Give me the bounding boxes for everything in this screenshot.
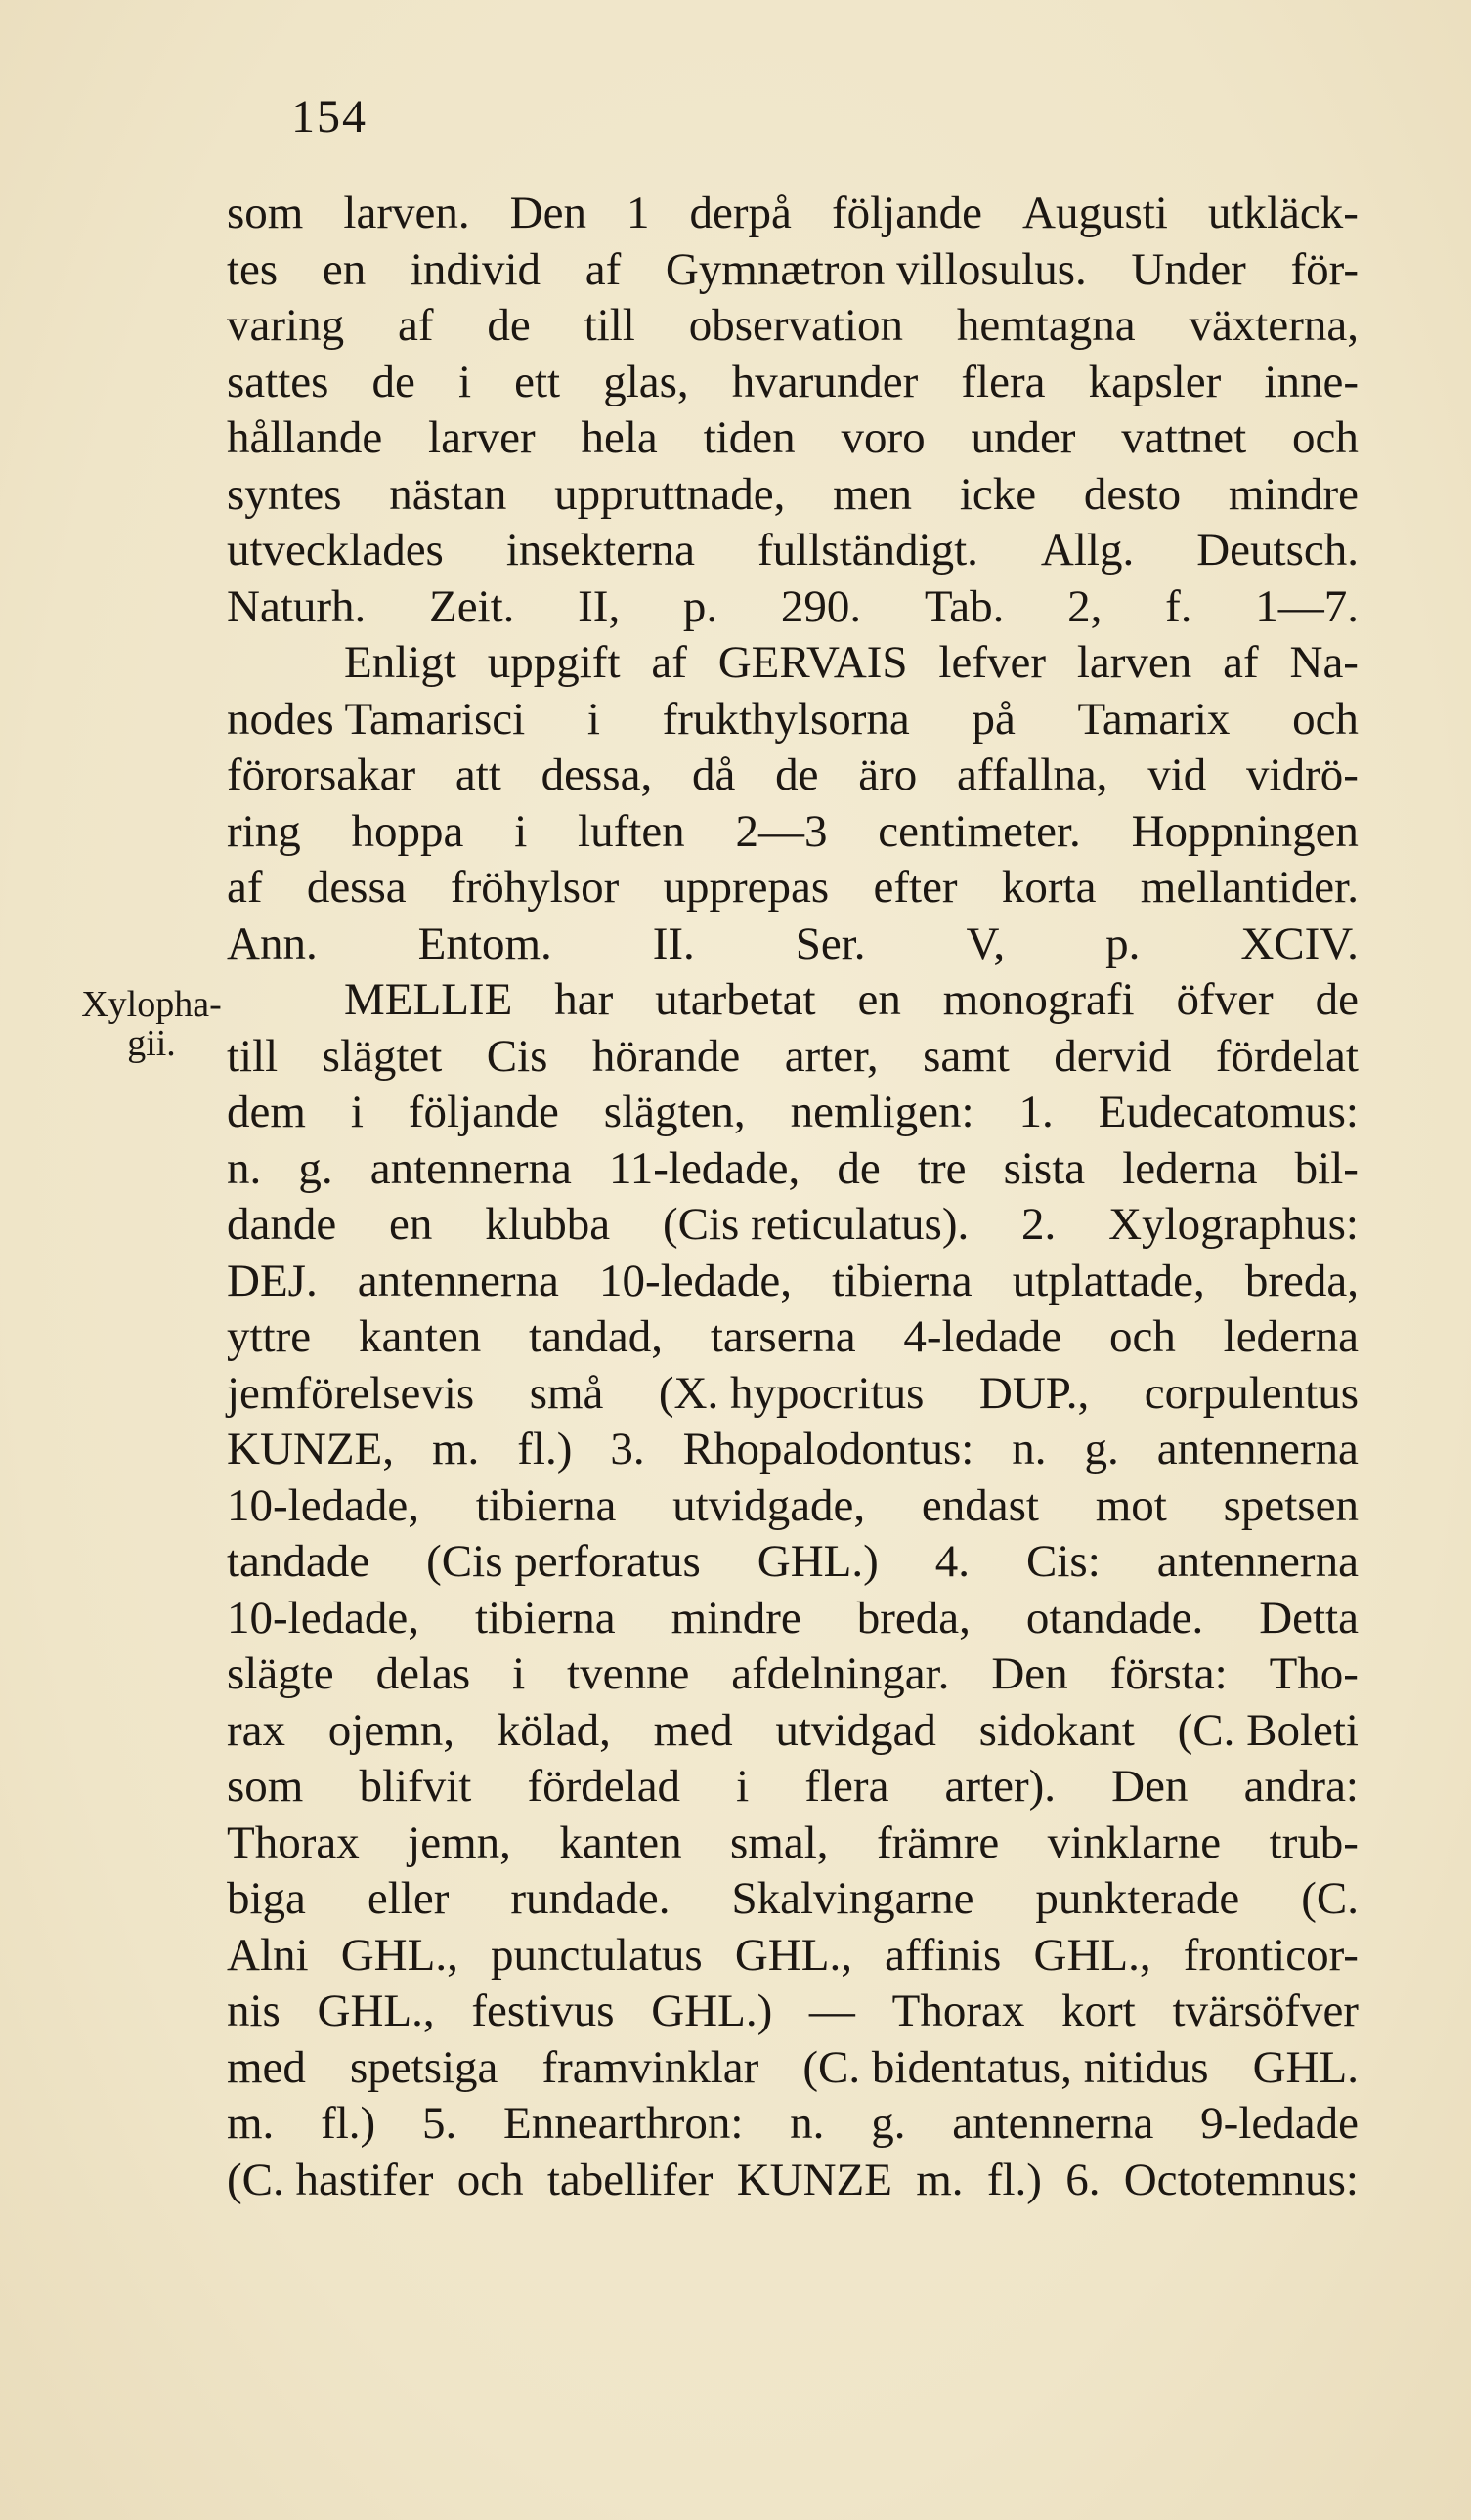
word: Augusti <box>1022 188 1168 238</box>
text-line <box>227 635 1359 692</box>
text-line <box>227 467 1359 524</box>
word: i <box>736 1761 750 1812</box>
word: växterna, <box>1189 300 1359 351</box>
word: g. <box>1084 1424 1119 1474</box>
word: utvidgade, <box>672 1479 866 1531</box>
word: larven. <box>343 188 470 238</box>
word: i <box>457 356 472 407</box>
word: öfver <box>1176 974 1274 1025</box>
word: hemtagna <box>956 300 1136 351</box>
word: g. <box>871 2098 906 2149</box>
word: följande <box>408 1087 559 1137</box>
text-line <box>227 2153 1359 2209</box>
word: hvarunder <box>731 356 919 407</box>
word: Ennearthron: <box>503 2098 744 2149</box>
word: i <box>512 1648 526 1699</box>
word: Thorax <box>891 1986 1025 2036</box>
word: 10-ledade, <box>227 1592 420 1644</box>
word: 3. <box>610 1424 645 1474</box>
word: de <box>1315 974 1359 1025</box>
text-line <box>227 1646 1359 1703</box>
word: larven <box>1076 637 1192 688</box>
word: Under <box>1131 243 1246 295</box>
word: en <box>857 974 901 1025</box>
text-line <box>227 804 1359 861</box>
text-line <box>227 242 1359 299</box>
word: smal, <box>730 1816 829 1868</box>
word: flera <box>804 1761 889 1812</box>
word: 1—7. <box>1255 580 1359 632</box>
word: GHL., <box>317 1986 435 2036</box>
word: nis <box>227 1986 281 2036</box>
word: tibierna <box>475 1479 617 1531</box>
margin-note-line: Xylopha- <box>81 984 222 1025</box>
word: n. <box>227 1142 262 1194</box>
word: ojemn, <box>327 1704 454 1756</box>
word: affinis <box>885 1929 1002 1981</box>
text-line <box>227 860 1359 917</box>
word: spetsiga <box>349 2041 498 2093</box>
word: vattnet <box>1121 412 1247 463</box>
word: centimeter. <box>878 805 1081 857</box>
word: förorsakar <box>227 749 416 800</box>
word: individ <box>410 243 541 295</box>
word: små <box>529 1367 604 1419</box>
word: nästan <box>389 468 507 520</box>
word: utkläck- <box>1207 188 1359 238</box>
word: 1 <box>627 188 650 238</box>
text-line <box>227 523 1359 579</box>
word: icke <box>959 468 1037 520</box>
word: Alni <box>227 1929 309 1981</box>
word: första: <box>1109 1648 1228 1699</box>
word: arter, <box>784 1030 879 1082</box>
text-line <box>227 692 1359 748</box>
word: observation <box>688 300 903 351</box>
word: Skalvingarne <box>731 1873 974 1924</box>
word: arter). <box>944 1761 1057 1812</box>
word: XCIV. <box>1240 918 1359 969</box>
word: mellantider. <box>1140 862 1359 913</box>
text-line <box>227 1591 1359 1647</box>
word: larver <box>428 412 536 463</box>
text-line <box>227 1141 1359 1198</box>
word: fördelad <box>527 1761 681 1812</box>
word: under <box>971 412 1076 463</box>
word: mindre <box>1228 468 1359 520</box>
text-line <box>227 355 1359 411</box>
word: antennerna <box>369 1142 572 1194</box>
word: sidokant <box>978 1704 1135 1756</box>
word: 1. <box>1018 1087 1054 1137</box>
text-line <box>227 1984 1359 2040</box>
word: GHL.) <box>651 1986 773 2036</box>
word: 2—3 <box>735 805 828 857</box>
word: kanten <box>358 1311 482 1362</box>
word: (C. bidentatus, nitidus <box>802 2041 1209 2093</box>
word: Tab. <box>924 580 1005 632</box>
word: V, <box>966 918 1006 969</box>
word: blifvit <box>359 1761 472 1812</box>
text-line <box>227 2040 1359 2097</box>
word: med <box>227 2041 306 2093</box>
word: festivus <box>471 1986 615 2036</box>
word: (Cis reticulatus). <box>662 1199 970 1250</box>
text-line <box>227 917 1359 973</box>
word: (C. hastifer <box>227 2154 434 2205</box>
word: att <box>454 749 501 800</box>
word: dessa <box>306 862 407 913</box>
word: fullständigt. <box>757 525 978 576</box>
word: insekterna <box>505 525 696 576</box>
word: (C. Boleti <box>1177 1704 1359 1756</box>
word: glas, <box>603 356 689 407</box>
word: och <box>456 2154 524 2205</box>
word: 10-ledade, <box>598 1255 793 1306</box>
word: Zeit. <box>428 580 515 632</box>
word: och <box>1292 693 1359 745</box>
word: II. <box>652 918 695 969</box>
word: 4-ledade <box>903 1311 1062 1362</box>
word: utvidgad <box>775 1704 936 1756</box>
word: af <box>227 862 263 913</box>
text-line <box>227 1478 1359 1535</box>
word: och <box>1292 412 1359 463</box>
text-line <box>227 2096 1359 2153</box>
word: 2, <box>1067 580 1103 632</box>
word: tibierna <box>475 1592 616 1644</box>
word: Detta <box>1259 1592 1359 1644</box>
word: Naturh. <box>227 580 367 632</box>
word: f. <box>1165 580 1192 632</box>
word: fronticor- <box>1183 1929 1359 1981</box>
word: korta <box>1001 862 1097 913</box>
text-line <box>227 1309 1359 1366</box>
word: GHL., <box>340 1929 458 1981</box>
margin-note-line: gii. <box>127 1023 176 1064</box>
word: punkterade <box>1035 1873 1240 1924</box>
word: vinklarne <box>1047 1816 1222 1868</box>
word: lederna <box>1223 1311 1359 1362</box>
word: p. <box>682 580 718 632</box>
word: ett <box>514 356 561 407</box>
word: antennerna <box>1156 1536 1359 1587</box>
word: 9-ledade <box>1200 2098 1359 2149</box>
text-line <box>227 1703 1359 1760</box>
text-line <box>227 579 1359 636</box>
word: fl.) <box>517 1424 573 1474</box>
text-line <box>227 1085 1359 1141</box>
word: dessa, <box>541 749 653 800</box>
word: dervid <box>1054 1030 1172 1082</box>
word: tarserna <box>710 1311 856 1362</box>
word: corpulentus <box>1144 1367 1359 1419</box>
word: i <box>514 805 528 857</box>
word: kort <box>1061 1986 1136 2036</box>
word: Tamarix <box>1077 693 1231 745</box>
word: tvärsöfver <box>1172 1986 1359 2036</box>
word: luften <box>578 805 685 857</box>
word: Octotemnus: <box>1123 2154 1359 2205</box>
body-text <box>227 186 1359 2208</box>
word: bil- <box>1294 1142 1359 1194</box>
text-line <box>227 1759 1359 1815</box>
word: ring <box>227 805 301 857</box>
word: GHL., <box>1033 1929 1151 1981</box>
word: inne- <box>1264 356 1359 407</box>
word: af <box>651 637 687 688</box>
word: som <box>227 188 304 238</box>
word: breda, <box>856 1592 971 1644</box>
word: 4. <box>934 1536 971 1587</box>
word: endast <box>921 1479 1039 1531</box>
word: klubba <box>485 1199 611 1250</box>
word: af <box>584 243 622 295</box>
word: m. <box>916 2154 964 2205</box>
word: monografi <box>942 974 1135 1025</box>
word: Den <box>991 1648 1068 1699</box>
word: m. <box>227 2098 275 2149</box>
word: dem <box>227 1087 306 1137</box>
word: tibierna <box>832 1255 973 1306</box>
word: delas <box>375 1648 471 1699</box>
word: de <box>371 356 415 407</box>
word: KUNZE <box>736 2154 892 2205</box>
text-line <box>227 1029 1359 1086</box>
text-line <box>227 186 1359 242</box>
word: antennerna <box>357 1255 559 1306</box>
word: DUP., <box>978 1367 1090 1419</box>
word: de <box>487 300 531 351</box>
word: utarbetat <box>655 974 816 1025</box>
word: tandade <box>227 1536 370 1587</box>
word: i <box>350 1087 364 1137</box>
word: 11-ledade, <box>608 1142 800 1194</box>
word: vidrö- <box>1246 749 1359 800</box>
word: utplattade, <box>1012 1255 1205 1306</box>
word: upprepas <box>663 862 830 913</box>
word: mindre <box>671 1592 801 1644</box>
word: n. <box>1012 1424 1047 1474</box>
word: kanten <box>559 1816 682 1868</box>
word: Allg. <box>1040 525 1135 576</box>
text-line <box>227 1928 1359 1985</box>
text-line <box>227 1871 1359 1928</box>
word: Deutsch. <box>1196 525 1359 576</box>
word: punctulatus <box>491 1929 703 1981</box>
word: Tho- <box>1269 1648 1359 1699</box>
word: utvecklades <box>227 525 444 576</box>
word: voro <box>841 412 926 463</box>
word: Enligt <box>344 637 456 688</box>
text-line <box>227 1534 1359 1591</box>
word: af <box>397 300 434 351</box>
word: GHL. <box>1252 2041 1359 2093</box>
text-line <box>227 972 1359 1029</box>
word: vid <box>1147 749 1207 800</box>
word: Den <box>509 188 586 238</box>
word: yttre <box>227 1311 312 1362</box>
word: Ser. <box>795 918 866 969</box>
word: en <box>322 243 367 295</box>
word: Entom. <box>417 918 552 969</box>
word: biga <box>227 1873 306 1924</box>
word: framvinklar <box>541 2041 759 2093</box>
word: efter <box>873 862 958 913</box>
word: Eudecatomus: <box>1098 1087 1359 1137</box>
word: (Cis perforatus <box>426 1536 701 1587</box>
word: slägte <box>227 1648 334 1699</box>
word: jemn, <box>408 1816 511 1868</box>
word: (C. <box>1301 1873 1359 1924</box>
word: samt <box>923 1030 1010 1082</box>
word: främre <box>876 1816 1000 1868</box>
word: dande <box>227 1199 337 1250</box>
word: frukthylsorna <box>662 693 910 745</box>
word: fl.) <box>986 2154 1042 2205</box>
word: äro <box>858 749 918 800</box>
word: breda, <box>1244 1255 1359 1306</box>
word: andra: <box>1243 1761 1359 1812</box>
text-line <box>227 1254 1359 1310</box>
word: en <box>389 1199 433 1250</box>
word: lefver <box>938 637 1047 688</box>
word: desto <box>1083 468 1182 520</box>
word: de <box>775 749 819 800</box>
word: trub- <box>1269 1816 1359 1868</box>
word: till <box>227 1030 279 1082</box>
word: rax <box>227 1704 286 1756</box>
word: 5. <box>422 2098 457 2149</box>
text-line <box>227 1422 1359 1478</box>
word: 10-ledade, <box>227 1479 420 1531</box>
word: antennerna <box>952 2098 1154 2149</box>
word: p. <box>1105 918 1141 969</box>
word: har <box>554 974 614 1025</box>
word: de <box>837 1142 881 1194</box>
word: Hoppningen <box>1131 805 1359 857</box>
word: derpå <box>689 188 792 238</box>
word: men <box>833 468 913 520</box>
word: af <box>1223 637 1259 688</box>
word: följande <box>831 188 982 238</box>
word: eller <box>367 1873 450 1924</box>
word: mot <box>1095 1479 1167 1531</box>
word: 290. <box>780 580 862 632</box>
word: otandade. <box>1025 1592 1204 1644</box>
word: och <box>1108 1311 1176 1362</box>
word: KUNZE, <box>227 1424 394 1474</box>
word: Thorax <box>227 1816 360 1868</box>
word: med <box>653 1704 733 1756</box>
word: lederna <box>1122 1142 1258 1194</box>
word: sattes <box>227 356 329 407</box>
word: nemligen: <box>790 1087 974 1137</box>
word: fördelat <box>1215 1030 1359 1082</box>
text-line <box>227 1366 1359 1423</box>
word: affallna, <box>957 749 1108 800</box>
word: rundade. <box>510 1873 671 1924</box>
word: 6. <box>1065 2154 1101 2205</box>
word: m. <box>431 1424 480 1474</box>
word: Na- <box>1289 637 1359 688</box>
word: tes <box>227 243 279 295</box>
text-line <box>227 1815 1359 1872</box>
word: 2. <box>1021 1199 1057 1250</box>
word: på <box>972 693 1016 745</box>
word: g. <box>298 1142 333 1194</box>
word: antennerna <box>1156 1424 1359 1474</box>
word: slägtet <box>322 1030 443 1082</box>
word: för- <box>1290 243 1359 295</box>
word: hoppa <box>351 805 464 857</box>
word: hållande <box>227 412 383 463</box>
word: varing <box>227 300 345 351</box>
word: kölad, <box>497 1704 611 1756</box>
text-line <box>227 410 1359 467</box>
word: sista <box>1003 1142 1086 1194</box>
margin-note <box>59 985 244 1063</box>
word: DEJ. <box>227 1255 318 1306</box>
word: syntes <box>227 468 342 520</box>
text-line <box>227 1197 1359 1254</box>
word: tabellifer <box>546 2154 714 2205</box>
word: fl.) <box>321 2098 376 2149</box>
word: (X. hypocritus <box>658 1367 925 1419</box>
word: till <box>584 300 635 351</box>
word: tiden <box>703 412 796 463</box>
word: MELLIE <box>344 974 513 1025</box>
word: Rhopalodontus: <box>682 1424 974 1474</box>
word: slägten, <box>603 1087 746 1137</box>
word: Ann. <box>227 918 318 969</box>
word: Cis: <box>1026 1536 1101 1587</box>
word: — <box>808 1986 855 2036</box>
word: uppruttnade, <box>554 468 786 520</box>
word: II, <box>578 580 621 632</box>
word: Cis <box>486 1030 548 1082</box>
word: nodes Tamarisci <box>227 693 526 745</box>
word: som <box>227 1761 304 1812</box>
word: i <box>586 693 600 745</box>
word: n. <box>790 2098 825 2149</box>
word: tvenne <box>567 1648 690 1699</box>
text-line <box>227 747 1359 804</box>
word: Den <box>1111 1761 1189 1812</box>
word: GHL., <box>734 1929 852 1981</box>
word: flera <box>961 356 1046 407</box>
word: spetsen <box>1223 1479 1359 1531</box>
word: fröhylsor <box>450 862 620 913</box>
word: afdelningar. <box>731 1648 950 1699</box>
word: GHL.) <box>757 1536 879 1587</box>
word: uppgift <box>487 637 621 688</box>
word: hörande <box>591 1030 741 1082</box>
word: hela <box>581 412 658 463</box>
page-number: 154 <box>291 91 368 143</box>
word: tre <box>917 1142 967 1194</box>
word: jemförelsevis <box>227 1367 475 1419</box>
word: då <box>691 749 736 800</box>
word: GERVAIS <box>717 637 908 688</box>
word: Gymnætron villosulus. <box>665 243 1087 295</box>
word: tandad, <box>529 1311 664 1362</box>
text-line <box>227 298 1359 355</box>
word: Xylographus: <box>1108 1199 1359 1250</box>
word: kapsler <box>1088 356 1222 407</box>
